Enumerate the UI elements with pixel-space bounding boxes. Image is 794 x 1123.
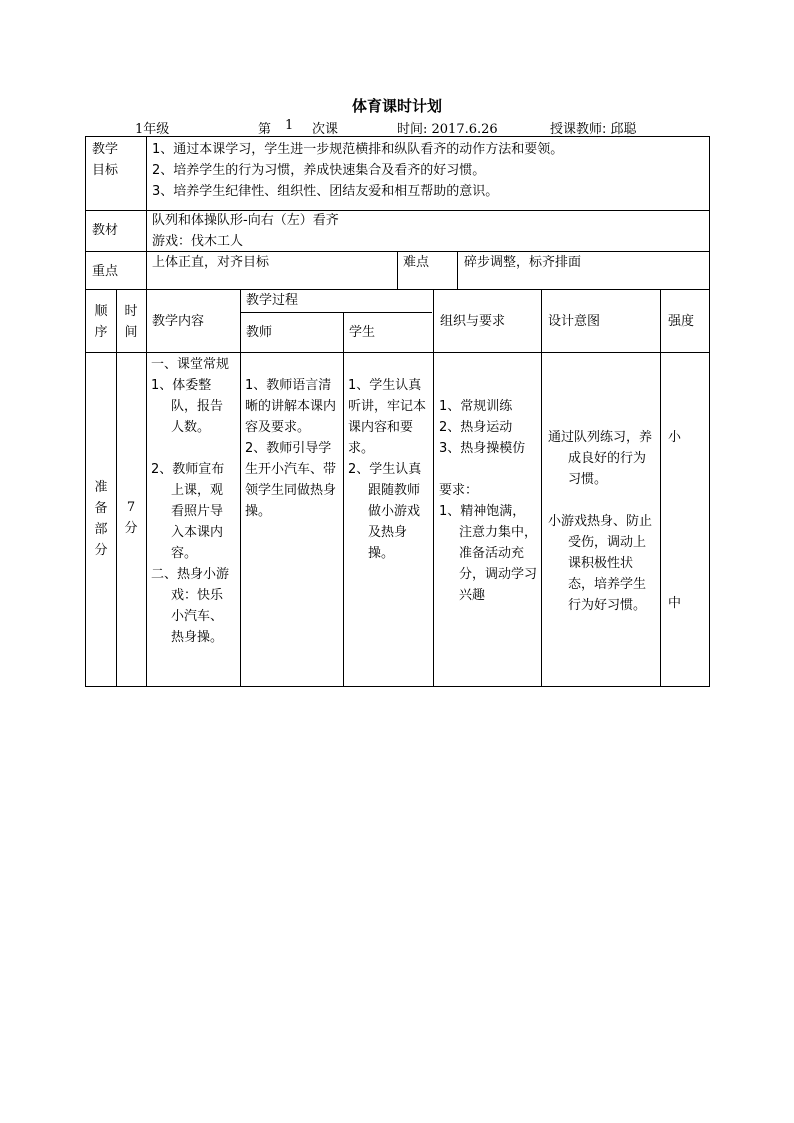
difficulty-value: 碎步调整，标齐排面 — [464, 255, 582, 270]
objective-item: 2、培养学生的行为习惯，养成快速集合及看齐的好习惯。 — [152, 163, 486, 178]
objective-item: 1、通过本课学习，学生进一步规范横排和纵队看齐的动作方法和要领。 — [152, 142, 564, 157]
objectives-label: 教学 目标 — [92, 142, 119, 178]
list-item: 2、教师宣布上课，观看照片导入本课内容。 — [151, 462, 225, 561]
list-item: 1、精神饱满，注意力集中，准备活动充分，调动学习兴趣 — [439, 504, 538, 603]
lesson-time: 时间: 2017.6.26 — [397, 122, 498, 137]
list-spacer — [151, 438, 235, 459]
prep-teacher — [245, 375, 339, 522]
list-item: 小游戏热身、防止受伤，调动上课积极性状态，培养学生行为好习惯。 — [548, 514, 653, 613]
intensity-medium: 中 — [668, 596, 682, 611]
intensity-low: 小 — [668, 430, 682, 445]
list-item: 2、教师引导学生开小汽车、带领学生同做热身操。 — [245, 441, 337, 519]
header-content: 教学内容 — [152, 314, 205, 329]
prep-content — [151, 354, 235, 648]
teacher-name: 授课教师: 邱聪 — [550, 122, 637, 137]
list-item: 3、热身操模仿 — [439, 441, 526, 456]
page-title: 体育课时计划 — [351, 97, 442, 115]
prep-organize — [439, 396, 537, 606]
list-item: 通过队列练习，养成良好的行为习惯。 — [548, 430, 653, 487]
prep-design — [548, 427, 656, 616]
objectives-list — [152, 139, 707, 202]
header-time: 时 间 — [124, 304, 138, 340]
list-item: 1、体委整队，报告人数。 — [151, 378, 224, 435]
header-process: 教学过程 — [246, 293, 299, 308]
key-point-value: 上体正直，对齐目标 — [152, 255, 270, 270]
material-content: 队列和体操队形-向右（左）看齐 游戏：伐木工人 — [152, 213, 339, 249]
lesson-suffix: 次课 — [312, 122, 339, 137]
lesson-info-row — [85, 118, 710, 137]
header-teacher: 教师 — [246, 325, 273, 340]
section-prep: 准 备 部 分 — [94, 480, 108, 558]
header-intensity: 强度 — [668, 314, 695, 329]
list-spacer — [439, 459, 537, 480]
list-item: 2、学生认真跟随教师做小游戏及热身操。 — [348, 462, 422, 561]
list-item: 1、教师语言清晰的讲解本课内容及要求。 — [245, 378, 337, 435]
list-item: 1、学生认真听讲，牢记本课内容和要求。 — [348, 378, 427, 456]
list-spacer — [548, 490, 656, 511]
list-item: 2、热身运动 — [439, 420, 513, 435]
material-label: 教材 — [92, 223, 119, 238]
grade: 1年级 — [135, 122, 170, 137]
header-design: 设计意图 — [548, 314, 601, 329]
list-item: 一、课堂常规 — [151, 357, 230, 372]
list-item: 要求： — [439, 483, 479, 498]
header-order: 顺 序 — [94, 304, 108, 340]
lesson-prefix: 第 — [258, 122, 272, 137]
key-point-label: 重点 — [92, 264, 119, 279]
list-item: 1、常规训练 — [439, 399, 513, 414]
list-item: 二、热身小游戏：快乐小汽车、热身操。 — [151, 567, 230, 645]
lesson-number: 1 — [285, 118, 294, 133]
header-student: 学生 — [349, 325, 376, 340]
prep-time: 7 分 — [124, 500, 138, 536]
lesson-plan-table — [85, 137, 710, 687]
difficulty-label: 难点 — [403, 255, 430, 270]
prep-student — [348, 375, 430, 564]
header-organize: 组织与要求 — [440, 314, 506, 329]
objective-item: 3、培养学生纪律性、组织性、团结友爱和相互帮助的意识。 — [152, 184, 499, 199]
